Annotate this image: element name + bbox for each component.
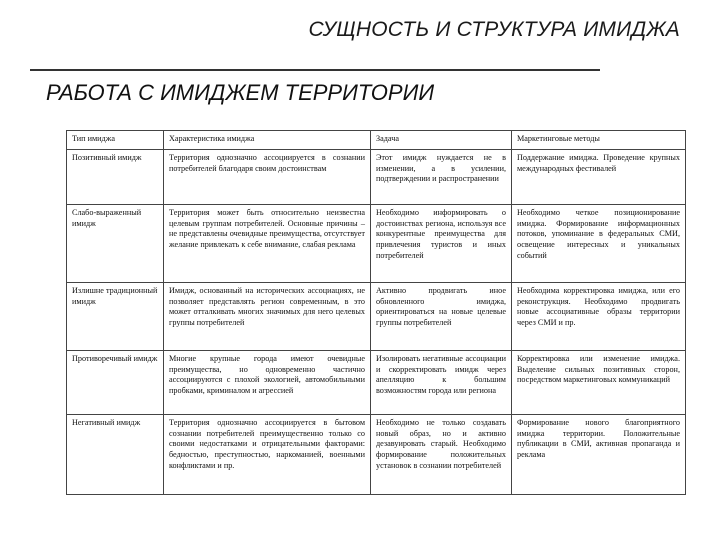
cell-type: Излишне традиционный имидж [67,283,164,351]
title-divider [30,69,600,71]
cell-characteristic: Имидж, основанный на исторических ассоциациях, не позволяет представлять регион современным, в это может отталкивать многих значимых для него целевых группы потребителей [164,283,371,351]
table-row [67,351,686,415]
cell-type: Позитивный имидж [67,150,164,205]
table-row [67,205,686,283]
cell-task: Изолировать негативные ассоциации и скорректировать имидж через апелляцию к большим возможностям города или региона [371,351,512,415]
table-row [67,283,686,351]
cell-type: Противоречивый имидж [67,351,164,415]
cell-characteristic: Многие крупные города имеют очевидные преимущества, но одновременно частично ассоциируются с плохой экологией, автомобильными пробками, криминалом и агрессией [164,351,371,415]
cell-characteristic: Территория однозначно ассоциируется в сознании потребителей благодаря своим достоинствам [164,150,371,205]
header-type: Тип имиджа [67,131,164,150]
cell-methods: Необходимо четкое позиционирование имиджа. Формирование информационных потоков, упоминание в федеральных СМИ, освещение интересных и уникальных событий [512,205,686,283]
header-characteristic: Характеристика имиджа [164,131,371,150]
table-row [67,150,686,205]
cell-methods: Корректировка или изменение имиджа. Выделение сильных позитивных сторон, посредством маркетинговых коммуникаций [512,351,686,415]
header-methods: Маркетинговые методы [512,131,686,150]
header-task: Задача [371,131,512,150]
cell-characteristic: Территория однозначно ассоциируется в бытовом сознании потребителей преимущественно только со своими недостатками и отрицательными факторами: бедностью, преступностью, наркоманией, военными конфликтами и пр. [164,415,371,495]
page-subtitle: РАБОТА С ИМИДЖЕМ ТЕРРИТОРИИ [46,80,435,105]
cell-type: Слабо-выраженный имидж [67,205,164,283]
page-title: СУЩНОСТЬ И СТРУКТУРА ИМИДЖА [308,18,680,41]
cell-methods: Формирование нового благоприятного имиджа территории. Положительные публикации в СМИ, активная пропаганда и реклама [512,415,686,495]
table-row [67,415,686,495]
cell-methods: Поддержание имиджа. Проведение крупных международных фестивалей [512,150,686,205]
cell-type: Негативный имидж [67,415,164,495]
cell-characteristic: Территория может быть относительно неизвестна целевым группам потребителей. Основные причины – не представлены очевидные преимущества, отсутствует желание привлекать к себе внимание, слабая реклама [164,205,371,283]
cell-task: Активно продвигать иное обновленного имиджа, ориентироваться на новые целевые группы потребителей [371,283,512,351]
table-header-row [67,131,686,150]
cell-task: Необходимо информировать о достоинствах региона, используя все конкурентные преимущества для привлечения туристов и иных потребителей [371,205,512,283]
cell-task: Необходимо не только создавать новый образ, но и активно дезавуировать старый. Необходимо формирование положительных установок в сознании потребителей [371,415,512,495]
image-types-table [66,130,686,495]
cell-task: Этот имидж нуждается не в изменении, а в усилении, подтверждении и распространении [371,150,512,205]
cell-methods: Необходима корректировка имиджа, или его реконструкция. Необходимо продвигать новые ассоциативные образы территории через СМИ и пр. [512,283,686,351]
